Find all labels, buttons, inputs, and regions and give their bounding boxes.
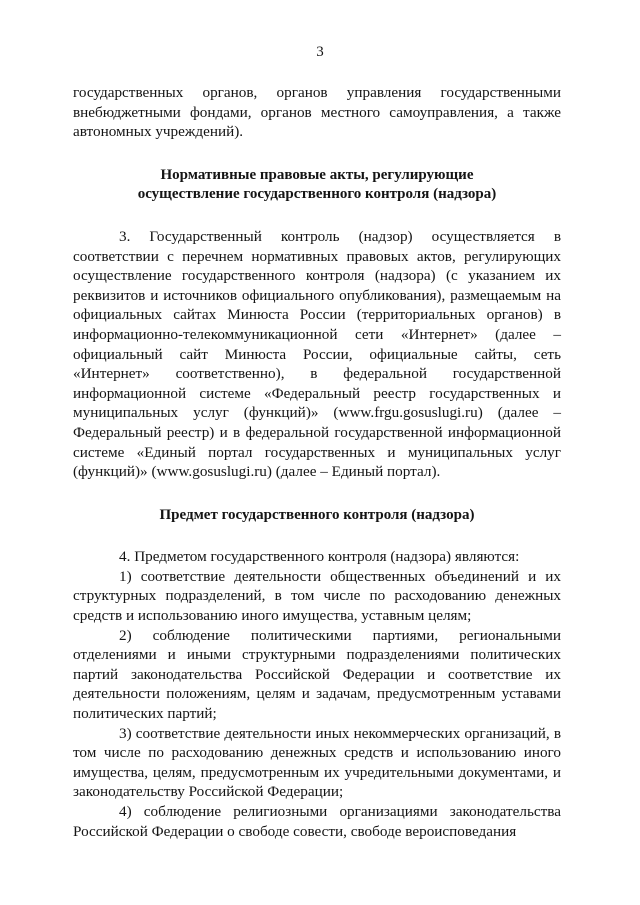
paragraph-4-lead: 4. Предметом государственного контроля (надзора) являются: bbox=[119, 548, 520, 566]
list-item: 3) соответствие деятельности иных некоммерческих организаций, в том числе по расходованию денежных средств и использованию иного имущества, целям, предусмотренным их учредительными документами, и законодательству Российской Федерации; bbox=[73, 724, 561, 801]
list-item: 2) соблюдение политическими партиями, региональными отделениями и иными структурными подразделениями политических партий законодательства Российской Федерации и соответствие их деятельности положениям, целям и задачам, предусмотренным уставами политических партий; bbox=[73, 626, 561, 723]
document-body bbox=[73, 83, 561, 841]
list-item: 1) соответствие деятельности общественных объединений и их структурных подразделений, в том числе по расходованию денежных средств и использованию иного имущества, уставным целям; bbox=[73, 567, 561, 625]
intro-paragraph: государственных органов, органов управления государственными внебюджетными фондами, органов местного самоуправления, а также автономных учреждений). bbox=[73, 84, 561, 141]
section-heading-subject: Предмет государственного контроля (надзора) bbox=[159, 506, 475, 523]
page-number: 3 bbox=[316, 44, 324, 60]
list-item: 4) соблюдение религиозными организациями законодательства Российской Федерации о свободе совести, свободе вероисповедания bbox=[73, 803, 561, 840]
paragraph-3: 3. Государственный контроль (надзор) осуществляется в соответствии с перечнем нормативных правовых актов, регулирующих осуществление государственного контроля (надзора) (с указанием их реквизитов и источников официального опубликования), размещаемым на официальных сайтах Минюста России (территориальных органов) в информационно-телекоммуникационной сети «Интернет» (далее – официальный сайт Минюста России, официальные сайты, сеть «Интернет» соответственно), в федеральной государственной информационной системе «Федеральный реестр государственных и муниципальных услуг (функций)» (www.frgu.gosuslugi.ru) (далее – Федеральный реестр) и в федеральной государственной информационной системе «Единый портал государственных и муниципальных услуг (функций)» (www.gosuslugi.ru) (далее – Единый портал). bbox=[73, 227, 561, 481]
section-heading-line: Нормативные правовые акты, регулирующие bbox=[160, 166, 474, 183]
section-heading-legal-acts bbox=[73, 166, 561, 205]
section-heading-line: осуществление государственного контроля (надзора) bbox=[137, 186, 497, 203]
